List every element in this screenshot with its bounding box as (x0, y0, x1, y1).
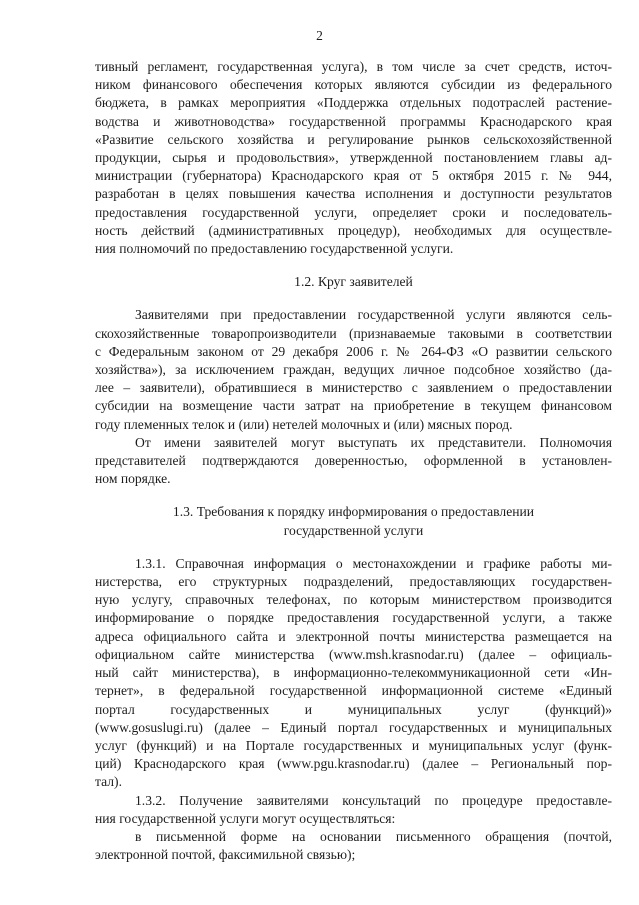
text-line: бюджета, в рамках мероприятия «Поддержка отдельных подотраслей растение- (95, 95, 612, 111)
text-line: тал). (95, 774, 122, 790)
text-line: с Федеральным законом от 29 декабря 2006 г. № 264-ФЗ «О развитии сельского (95, 343, 612, 359)
section-1-3-2-item (95, 828, 612, 864)
text-line: ную услугу, справочных телефонах, по которым министерством производится (95, 592, 612, 608)
document-body (95, 58, 612, 864)
section-1-3-1-paragraph (95, 555, 612, 792)
text-line: представителей подтверждаются доверенностью, оформленной в установлен- (95, 453, 612, 469)
text-line: От имени заявителей могут выступать их представители. Полномочия (135, 434, 612, 450)
section-1-2-paragraph-1 (95, 306, 612, 433)
text-line: разработан в целях повышения качества исполнения и доступности результатов (95, 186, 612, 202)
page-number: 2 (316, 28, 323, 43)
text-line: ником финансового обеспечения которых являются субсидии из федерального (95, 77, 612, 93)
text-line: услуг (функций) и на Портале государственных и муниципальных услуг (функ- (95, 737, 612, 753)
section-heading-1-3: 1.3. Требования к порядку информирования о предоставлении (172, 504, 535, 520)
text-line: ния государственной услуги могут осуществляться: (95, 810, 396, 826)
text-line: скохозяйственные товаропроизводители (признаваемые таковыми в соответствии (95, 325, 612, 341)
text-line: 1.3.1. Справочная информация о местонахождении и графике работы ми- (135, 555, 612, 571)
text-line: информирование о порядке предоставления государственной услуги, а также (95, 610, 612, 626)
text-line: предоставления государственной услуги, определяет сроки и последователь- (95, 204, 612, 220)
text-line: продукции, сырья и продовольствия», утвержденной постановлением главы ад- (95, 150, 612, 166)
text-line: (www.gosuslugi.ru) (далее – Единый портал государственных и муниципальных (95, 719, 612, 735)
text-line: нистерства, его структурных подразделений, предоставляющих государствен- (95, 574, 612, 590)
text-line: ния полномочий по предоставлению государственной услуги. (95, 241, 454, 257)
text-line: ность действий (административных процедур), необходимых для осуществле- (95, 222, 612, 238)
section-1-3-2-paragraph (95, 792, 612, 828)
text-line: Заявителями при предоставлении государственной услуги являются сель- (135, 307, 612, 323)
text-line: ций) Краснодарского края (www.pgu.krasnodar.ru) (далее – Региональный пор- (95, 756, 612, 772)
text-line: портал государственных и муниципальных услуг (функций)» (95, 701, 612, 717)
text-line: тивный регламент, государственная услуга), в том числе за счет средств, источ- (95, 59, 612, 74)
text-line: субсидии на возмещение части затрат на приобретение в текущем финансовом (95, 398, 612, 414)
text-line: году племенных телок и (или) нетелей молочных и (или) мясных пород. (95, 416, 513, 432)
text-line: 1.3.2. Получение заявителями консультаций по процедуре предоставле- (135, 792, 612, 808)
section-heading-1-2: 1.2. Круг заявителей (294, 274, 413, 290)
text-line: водства и животноводства» государственной программы Краснодарского края (95, 113, 612, 129)
section-heading-1-3-cont: государственной услуги (283, 522, 424, 538)
text-line: официальном сайте министерства (www.msh.krasnodar.ru) (далее – официаль- (95, 646, 612, 662)
text-line: электронной почтой, факсимильной связью); (95, 847, 356, 863)
intro-paragraph (95, 58, 612, 258)
section-1-2-paragraph-2 (95, 434, 612, 489)
text-line: лее – заявители), обратившиеся в министерство с заявлением о предоставлении (95, 380, 612, 396)
text-line: министрации (губернатора) Краснодарского края от 5 октября 2015 г. № 944, (95, 168, 612, 184)
text-line: в письменной форме на основании письменного обращения (почтой, (135, 828, 612, 844)
text-line: ный сайт министерства), в информационно-телекоммуникационной сети «Ин- (95, 665, 612, 681)
text-line: «Развитие сельского хозяйства и регулирование рынков сельскохозяйственной (95, 131, 612, 147)
text-line: хозяйства»), за исключением граждан, ведущих личное подсобное хозяйство (да- (95, 362, 612, 378)
text-line: ном порядке. (95, 471, 171, 487)
text-line: тернет», в федеральной государственной информационной системе «Единый (95, 683, 612, 699)
text-line: адреса официального сайта и электронной почты министерства размещается на (95, 628, 612, 644)
